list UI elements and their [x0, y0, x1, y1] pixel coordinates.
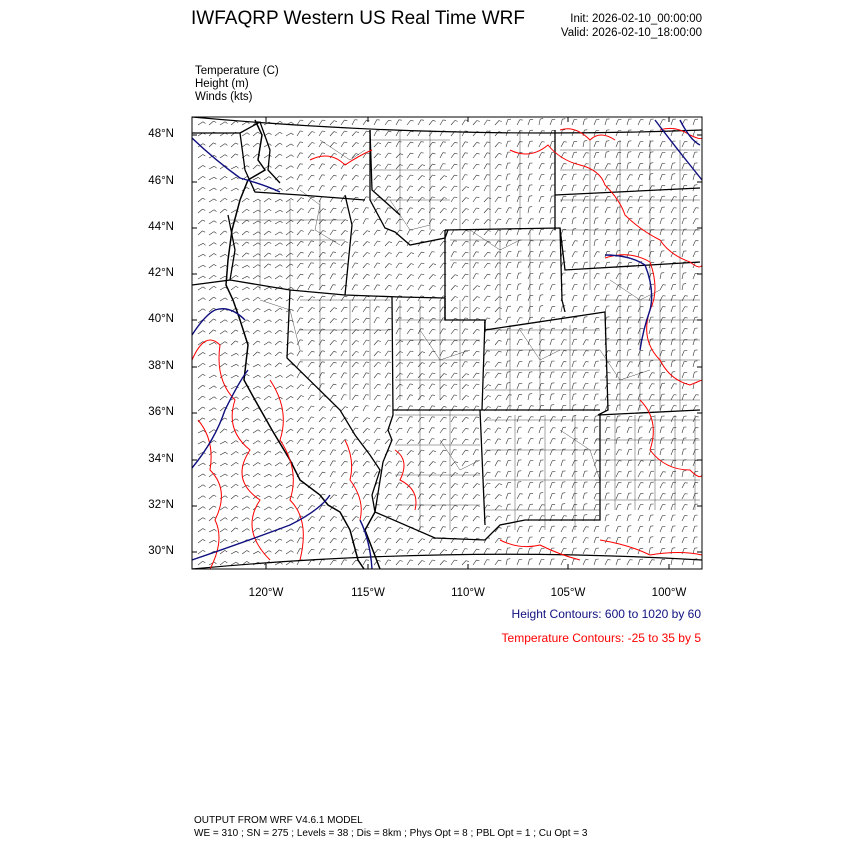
variable-temperature: Temperature (C) [195, 65, 279, 77]
height-contour-legend: Height Contours: 600 to 1020 by 60 [511, 607, 701, 621]
lat-label: 36°N [148, 406, 174, 418]
map-title: IWFAQRP Western US Real Time WRF [191, 8, 525, 29]
lon-label: 105°W [550, 587, 586, 599]
variable-winds: Winds (kts) [195, 91, 253, 103]
lat-label: 32°N [148, 499, 174, 511]
lon-label: 110°W [451, 587, 485, 599]
lon-label: 115°W [351, 587, 385, 599]
model-footer-title: OUTPUT FROM WRF V4.6.1 MODEL [194, 815, 363, 826]
lat-label: 30°N [148, 545, 174, 557]
lon-label: 100°W [651, 587, 687, 599]
wind-barbs [198, 119, 699, 565]
variable-height: Height (m) [195, 78, 249, 90]
lat-label: 40°N [148, 313, 174, 325]
temperature-contours [192, 128, 702, 569]
lat-label: 46°N [148, 175, 174, 187]
lat-label: 44°N [148, 221, 174, 233]
init-time: Init: 2026-02-10_00:00:00 [570, 13, 702, 25]
lat-label: 48°N [148, 128, 174, 140]
height-contours [192, 120, 702, 569]
lat-label: 42°N [148, 267, 174, 279]
state-borders [192, 122, 700, 540]
domain-arcs [192, 117, 702, 569]
axis-ticks [192, 117, 702, 569]
valid-time: Valid: 2026-02-10_18:00:00 [560, 27, 702, 39]
model-footer-settings: WE = 310 ; SN = 275 ; Levels = 38 ; Dis = 8km ; Phys Opt = 8 ; PBL Opt = 1 ; Cu Opt = 3 [194, 828, 588, 839]
county-lines [230, 130, 700, 530]
map-frame [192, 117, 702, 569]
lat-label: 34°N [148, 453, 174, 465]
temperature-contour-legend: Temperature Contours: -25 to 35 by 5 [501, 631, 701, 645]
lat-label: 38°N [148, 360, 174, 372]
lon-label: 120°W [248, 587, 284, 599]
coastline [226, 120, 380, 569]
